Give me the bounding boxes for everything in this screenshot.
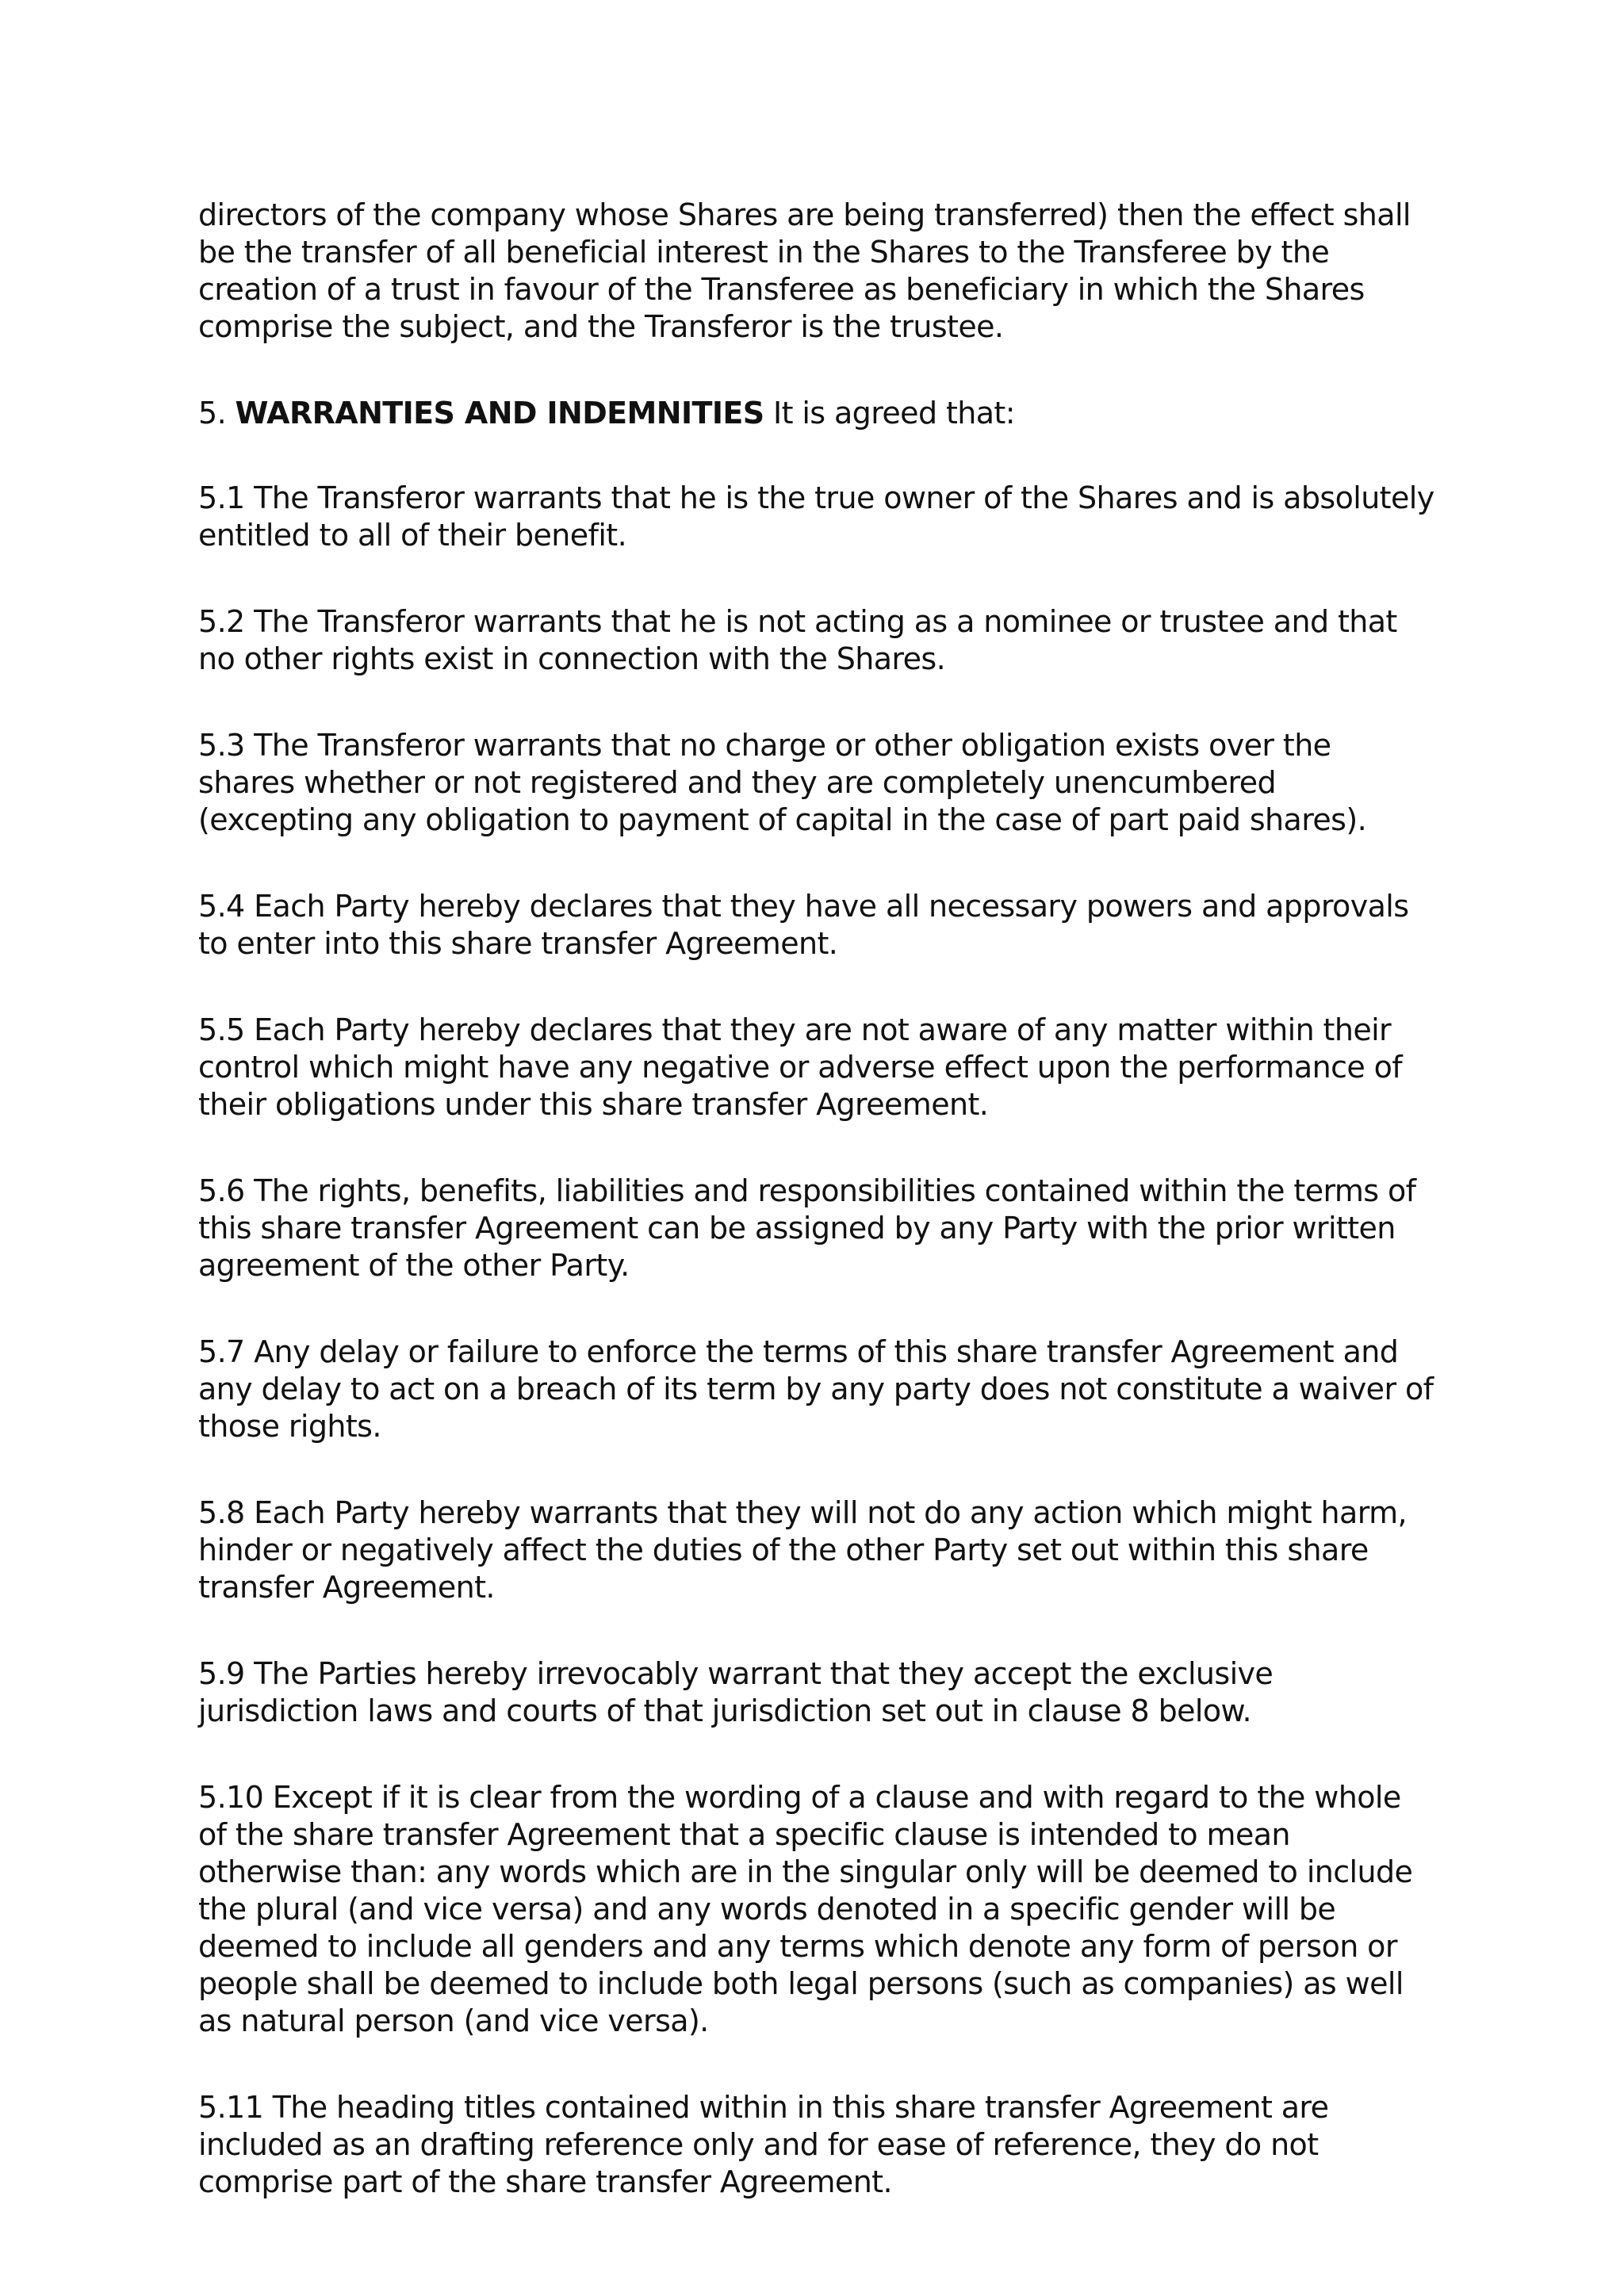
clause-5-4: 5.4 Each Party hereby declares that they have all necessary powers and approvals to enter into this share transfer Agreement. — [198, 889, 1409, 961]
section-heading — [198, 395, 1435, 432]
clause-5-10: 5.10 Except if it is clear from the wording of a clause and with regard to the whole of the share transfer Agreement that a specific clause is intended to mean otherwise than: any words which are in the singular only will be deemed to include the plural (and vice versa) and any words denoted in a specific gender will be deemed to include all genders and any terms which denote any form of person or people shall be deemed to include both legal persons (such as companies) as well as natural person (and vice versa). — [198, 1780, 1413, 2038]
document-page — [198, 197, 1435, 2250]
section-number: 5. — [198, 396, 227, 430]
clause-5-1: 5.1 The Transferor warrants that he is the true owner of the Shares and is absolutely entitled to all of their benefit. — [198, 480, 1434, 553]
clause-5-9: 5.9 The Parties hereby irrevocably warrant that they accept the exclusive jurisdiction laws and courts of that jurisdiction set out in clause 8 below. — [198, 1656, 1274, 1728]
clause-5-6: 5.6 The rights, benefits, liabilities and responsibilities contained within the terms of this share transfer Agreement can be assigned by any Party with the prior written agreement of the other Party. — [198, 1173, 1416, 1283]
clause-5-3: 5.3 The Transferor warrants that no charge or other obligation exists over the shares whether or not registered and they are completely unencumbered (excepting any obligation to payment of capital in the case of part paid shares). — [198, 728, 1367, 837]
clause-5-8: 5.8 Each Party hereby warrants that they will not do any action which might harm, hinder or negatively affect the duties of the other Party set out within this share transfer Agreement. — [198, 1495, 1407, 1605]
section-title: WARRANTIES AND INDEMNITIES — [235, 396, 764, 430]
clause-5-5: 5.5 Each Party hereby declares that they are not aware of any matter within their control which might have any negative or adverse effect upon the performance of their obligations under this share transfer Agreement. — [198, 1012, 1403, 1122]
intro-paragraph: directors of the company whose Shares are being transferred) then the effect shall be the transfer of all beneficial interest in the Shares to the Transferee by the creation of a trust in favour of the Transferee as beneficiary in which the Shares comprise the subject, and the Transferor is the trustee. — [198, 197, 1411, 344]
clause-5-7: 5.7 Any delay or failure to enforce the terms of this share transfer Agreement and any delay to act on a breach of its term by any party does not constitute a waiver of those rights. — [198, 1334, 1434, 1444]
clause-5-11: 5.11 The heading titles contained within in this share transfer Agreement are included as an drafting reference only and for ease of reference, they do not comprise part of the share transfer Agreement. — [198, 2090, 1329, 2199]
clause-5-2: 5.2 The Transferor warrants that he is not acting as a nominee or trustee and that no other rights exist in connection with the Shares. — [198, 604, 1397, 676]
section-lead: It is agreed that: — [772, 396, 1015, 430]
